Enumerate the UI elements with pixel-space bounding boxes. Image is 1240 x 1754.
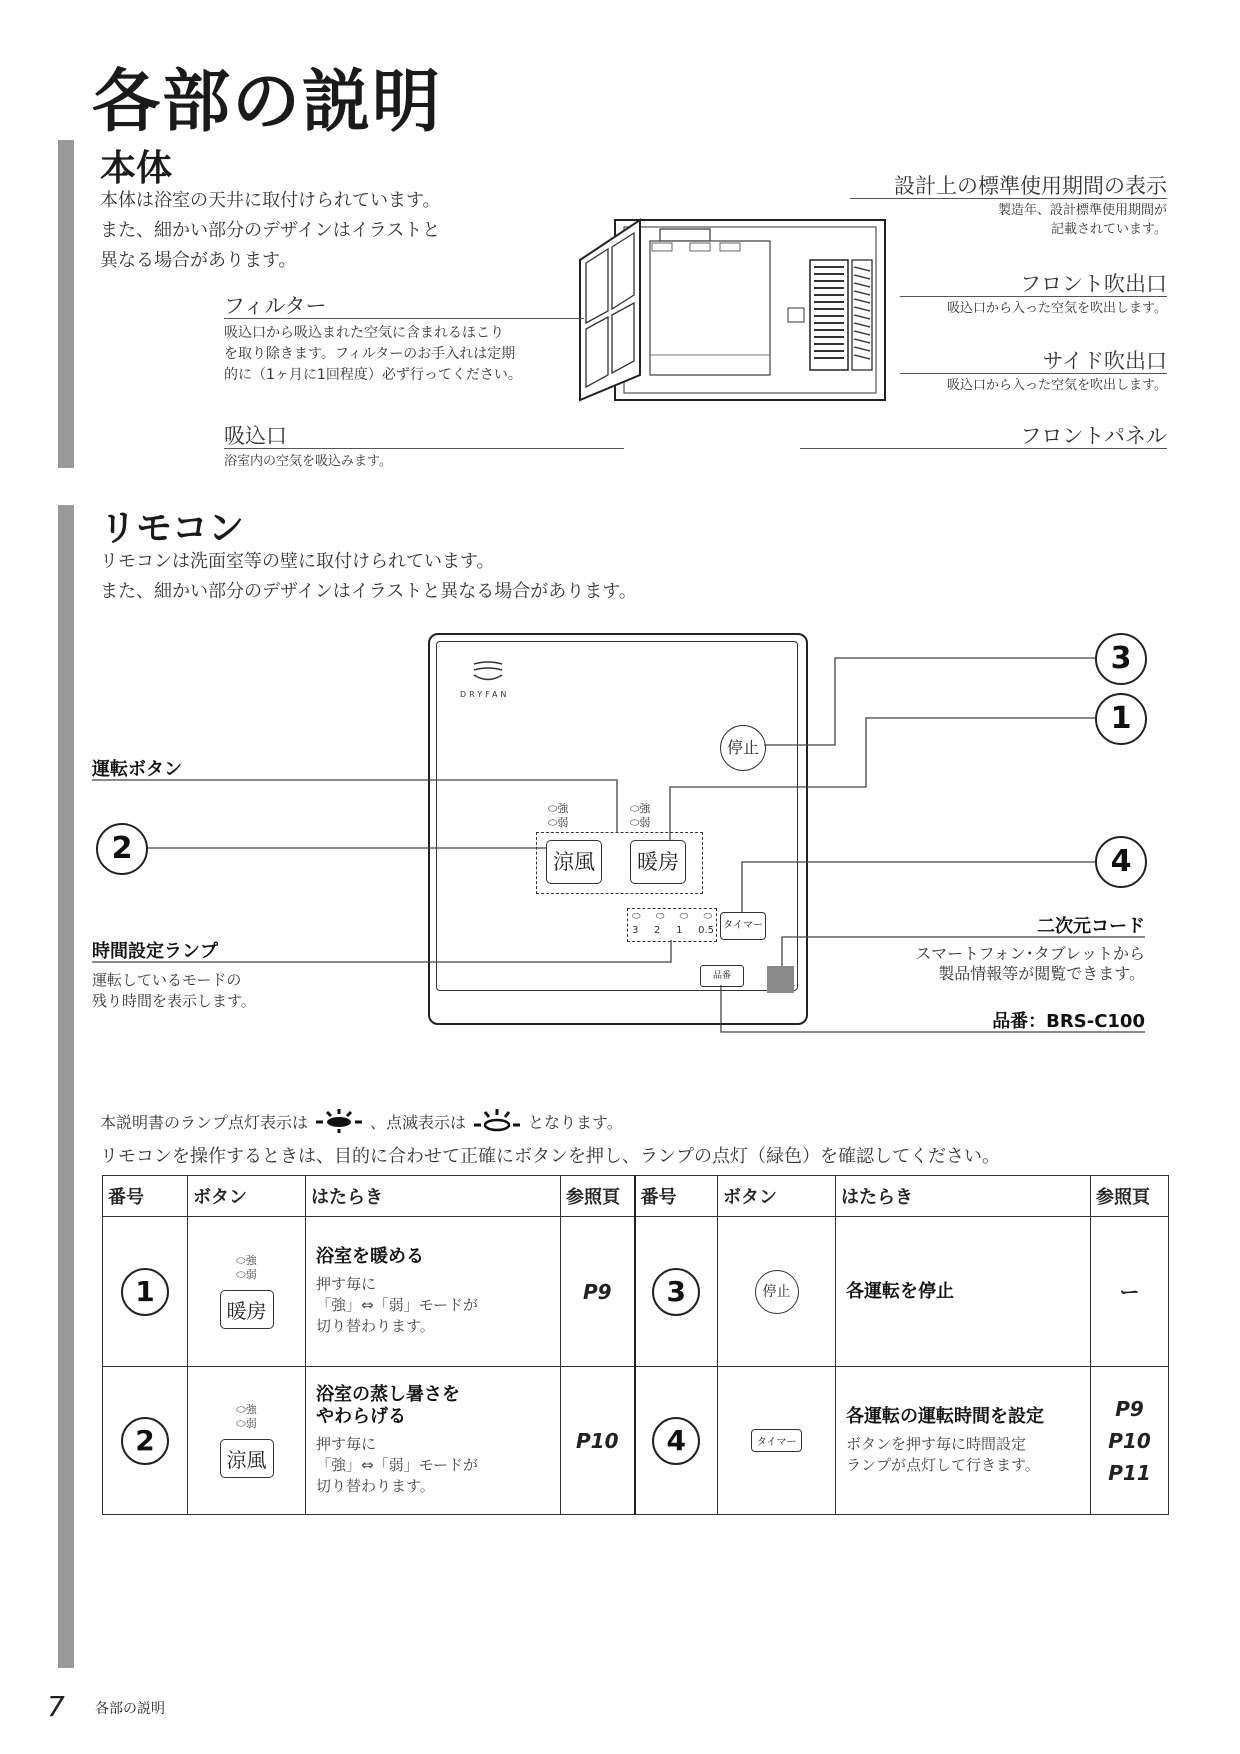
- front-outlet-desc: 吸込口から入った空気を吹出します。: [947, 301, 1167, 316]
- cool-button[interactable]: 涼風: [546, 840, 602, 884]
- timer-button[interactable]: タイマー: [720, 912, 766, 940]
- row-lamp-indicator: ⬭強 ⬭弱: [236, 1403, 257, 1430]
- side-outlet-desc: 吸込口から入った空気を吹出します。: [947, 378, 1167, 393]
- timer-lamp-row: ⬭ ⬭ ⬭ ⬭: [632, 911, 712, 922]
- th-function-left: はたらき: [306, 1176, 561, 1217]
- th-ref-left: 参照頁: [561, 1176, 635, 1217]
- row-ref-page: P9: [1115, 1396, 1144, 1421]
- table-header-row: [103, 1176, 1169, 1217]
- operation-note: リモコンを操作するときは、目的に合わせて正確にボタンを押し、ランプの点灯（緑色）を確認してください。: [100, 1146, 1000, 1167]
- th-button-right: ボタン: [718, 1176, 836, 1217]
- standard-period-desc: 製造年、設計標準使用期間が 記載されています。: [997, 203, 1167, 237]
- time-lamp-desc: 運転しているモードの 残り時間を表示します。: [92, 971, 256, 1010]
- footer-section: 各部の説明: [95, 1701, 165, 1717]
- row-timer-button[interactable]: タイマー: [751, 1429, 803, 1452]
- lamp-note: 本説明書のランプ点灯表示は 、点滅表示は となります。: [100, 1108, 623, 1134]
- th-number-right: 番号: [635, 1176, 718, 1217]
- row-function-title: 浴室を暖める: [316, 1246, 424, 1267]
- th-button-left: ボタン: [188, 1176, 306, 1217]
- heat-button[interactable]: 暖房: [630, 840, 686, 884]
- row-ref-page: P10: [576, 1428, 619, 1453]
- row-function-title: 各運転の運転時間を設定: [846, 1405, 1044, 1427]
- label-intake: 吸込口: [224, 424, 287, 448]
- th-function-right: はたらき: [836, 1176, 1091, 1217]
- row-number-3: 3: [652, 1268, 700, 1316]
- filter-desc: 吸込口から吸込まれた空気に含まれるほこり を取り除きます。フィルターのお手入れは定期 的に（1ヶ月に1回程度）必ず行ってください。: [224, 325, 522, 383]
- label-filter: フィルター: [224, 294, 327, 318]
- table-row: [103, 1367, 1169, 1515]
- label-standard-period: 設計上の標準使用期間の表示: [894, 174, 1167, 198]
- row-function-title: 各運転を停止: [846, 1280, 954, 1302]
- table-row: [103, 1217, 1169, 1367]
- label-qr-code: 二次元コード: [1037, 916, 1145, 937]
- row-function-desc: 押す毎に 「強」⇔「弱」モードが 切り替わります。: [316, 1435, 478, 1495]
- row-ref-page: ー: [1119, 1279, 1140, 1304]
- brand-text: DRYFAN: [460, 690, 510, 699]
- label-side-outlet: サイド吹出口: [1042, 349, 1167, 373]
- row-function-title: 浴室の蒸し暑さを やわらげる: [316, 1384, 460, 1427]
- th-ref-right: 参照頁: [1091, 1176, 1169, 1217]
- label-front-outlet: フロント吹出口: [1020, 272, 1167, 296]
- timer-lamp-labels: 3 2 1 0.5: [632, 925, 714, 936]
- heat-lamp-indicator: ⬭強 ⬭弱: [630, 802, 651, 829]
- row-function-desc: 押す毎に 「強」⇔「弱」モードが 切り替わります。: [316, 1275, 478, 1335]
- section-title-body: 本体: [100, 148, 173, 189]
- row-ref-page: P11: [1108, 1460, 1151, 1485]
- remote-description: リモコンは洗面室等の壁に取付けられています。 また、細かい部分のデザインはイラストと異なる場合があります。: [100, 551, 637, 602]
- label-time-lamp: 時間設定ランプ: [92, 941, 218, 962]
- lamp-lit-icon: [312, 1108, 366, 1134]
- label-operation-button: 運転ボタン: [92, 759, 182, 780]
- callout-2: 2: [96, 823, 148, 875]
- cool-lamp-indicator: ⬭強 ⬭弱: [548, 802, 569, 829]
- body-description: 本体は浴室の天井に取付けられています。 また、細かい部分のデザインはイラストと 異なる場合があります。: [100, 190, 441, 271]
- callout-1: 1: [1095, 693, 1147, 745]
- row-lamp-indicator: ⬭強 ⬭弱: [236, 1254, 257, 1281]
- row-cool-button[interactable]: 涼風: [220, 1439, 274, 1478]
- page-number: 7: [47, 1690, 65, 1723]
- stop-button[interactable]: 停止: [720, 725, 766, 771]
- lamp-blink-icon: [470, 1108, 524, 1134]
- page-title: 各部の説明: [92, 63, 443, 142]
- label-front-panel: フロントパネル: [1020, 424, 1167, 448]
- row-stop-button[interactable]: 停止: [755, 1270, 799, 1314]
- section-title-remote: リモコン: [100, 508, 245, 549]
- qr-code-desc: スマートフォン･タブレットから 製品情報等が閲覧できます。: [915, 944, 1145, 983]
- row-number-2: 2: [121, 1417, 169, 1465]
- intake-desc: 浴室内の空気を吸込みます。: [224, 454, 392, 469]
- row-heat-button[interactable]: 暖房: [220, 1290, 274, 1329]
- row-function-desc: ボタンを押す毎に時間設定 ランプが点灯して行きます。: [846, 1434, 1040, 1474]
- callout-3: 3: [1095, 633, 1147, 685]
- buttons-table: [102, 1175, 1169, 1515]
- row-ref-page: P9: [582, 1279, 612, 1304]
- row-number-4: 4: [652, 1417, 700, 1465]
- model-number-button[interactable]: 品番: [700, 965, 744, 987]
- row-ref-page: P10: [1108, 1428, 1151, 1453]
- label-model-number: 品番：BRS-C100: [992, 1011, 1145, 1032]
- callout-4: 4: [1095, 836, 1147, 888]
- th-number-left: 番号: [103, 1176, 188, 1217]
- row-number-1: 1: [121, 1268, 169, 1316]
